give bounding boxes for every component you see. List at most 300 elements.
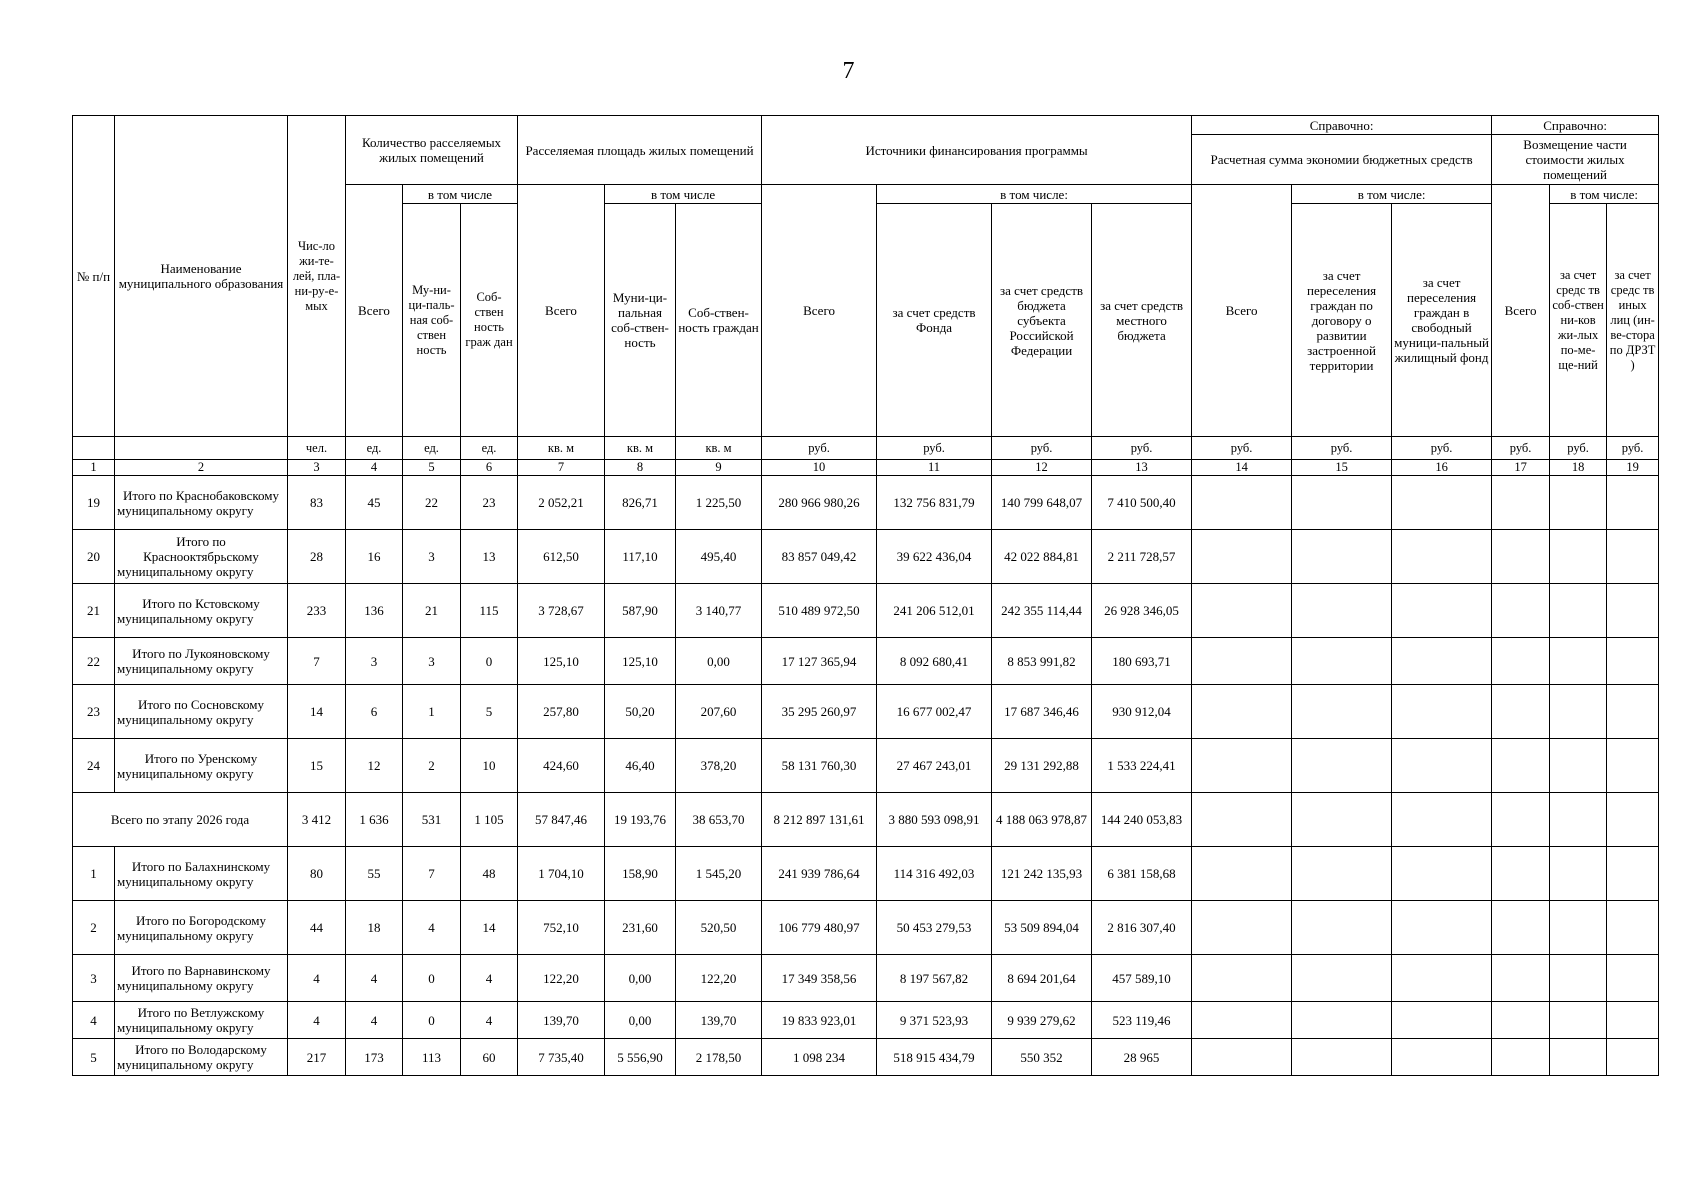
row-number: 23 — [73, 685, 115, 739]
value-cell: 115 — [461, 584, 518, 638]
value-cell: 50,20 — [605, 685, 676, 739]
column-number-cell: 14 — [1192, 460, 1292, 476]
value-cell: 0 — [403, 1002, 461, 1039]
value-cell: 8 694 201,64 — [992, 955, 1092, 1002]
empty-cell — [1292, 530, 1392, 584]
header-qty-private: Соб-ствен ность граж дан — [461, 204, 518, 437]
row-number: 2 — [73, 901, 115, 955]
header-num: № п/п — [73, 116, 115, 437]
header-qty-including: в том числе — [403, 185, 518, 204]
value-cell: 233 — [288, 584, 346, 638]
value-cell: 3 728,67 — [518, 584, 605, 638]
column-number-cell: 10 — [762, 460, 877, 476]
column-numbers-row — [73, 460, 1659, 476]
value-cell: 46,40 — [605, 739, 676, 793]
empty-cell — [1392, 584, 1492, 638]
value-cell: 28 965 — [1092, 1039, 1192, 1076]
empty-cell — [1492, 1002, 1550, 1039]
row-number: 20 — [73, 530, 115, 584]
value-cell: 0 — [461, 638, 518, 685]
empty-cell — [1392, 955, 1492, 1002]
unit-cell: руб. — [877, 437, 992, 460]
empty-cell — [1192, 901, 1292, 955]
value-cell: 217 — [288, 1039, 346, 1076]
stage-total-label: Всего по этапу 2026 года — [73, 793, 288, 847]
value-cell: 83 857 049,42 — [762, 530, 877, 584]
empty-cell — [1292, 1039, 1392, 1076]
empty-cell — [1607, 793, 1659, 847]
column-number-cell: 4 — [346, 460, 403, 476]
unit-cell: ед. — [461, 437, 518, 460]
municipality-name: Итого по Варнавинскому муниципальному округу — [115, 955, 288, 1002]
empty-cell — [1492, 847, 1550, 901]
empty-cell — [1192, 584, 1292, 638]
value-cell: 207,60 — [676, 685, 762, 739]
municipality-name: Итого по Краснобаковскому муниципальному округу — [115, 476, 288, 530]
header-qty-municipal: Му-ни-ци-паль-ная соб-ствен ность — [403, 204, 461, 437]
value-cell: 4 — [346, 955, 403, 1002]
row-number: 5 — [73, 1039, 115, 1076]
value-cell: 139,70 — [518, 1002, 605, 1039]
total-value-cell: 3 880 593 098,91 — [877, 793, 992, 847]
value-cell: 242 355 114,44 — [992, 584, 1092, 638]
empty-cell — [1607, 476, 1659, 530]
total-value-cell: 3 412 — [288, 793, 346, 847]
empty-cell — [1192, 955, 1292, 1002]
empty-cell — [1392, 1039, 1492, 1076]
empty-cell — [1492, 685, 1550, 739]
unit-cell: руб. — [1492, 437, 1550, 460]
municipality-name: Итого по Ветлужскому муниципальному округу — [115, 1002, 288, 1039]
header-qty-total: Всего — [346, 185, 403, 437]
municipality-name: Итого по Лукояновскому муниципальному округу — [115, 638, 288, 685]
municipality-name: Итого по Сосновскому муниципальному округу — [115, 685, 288, 739]
value-cell: 826,71 — [605, 476, 676, 530]
total-value-cell: 19 193,76 — [605, 793, 676, 847]
municipality-name: Итого по Кстовскому муниципальному округу — [115, 584, 288, 638]
value-cell: 50 453 279,53 — [877, 901, 992, 955]
row-number: 4 — [73, 1002, 115, 1039]
header-savings-including: в том числе: — [1292, 185, 1492, 204]
empty-cell — [1292, 955, 1392, 1002]
value-cell: 241 206 512,01 — [877, 584, 992, 638]
header-qty-group: Количество расселяемых жилых помещений — [346, 116, 518, 185]
header-comp-other: за счет средс тв иных лиц (ин-ве-стора по ДРЗТ ) — [1607, 204, 1659, 437]
value-cell: 44 — [288, 901, 346, 955]
total-value-cell: 8 212 897 131,61 — [762, 793, 877, 847]
column-number-cell: 18 — [1550, 460, 1607, 476]
empty-cell — [1292, 685, 1392, 739]
column-number-cell: 17 — [1492, 460, 1550, 476]
empty-cell — [1292, 1002, 1392, 1039]
unit-cell: руб. — [1392, 437, 1492, 460]
value-cell: 520,50 — [676, 901, 762, 955]
column-number-cell: 8 — [605, 460, 676, 476]
empty-cell — [1550, 584, 1607, 638]
empty-cell — [1607, 584, 1659, 638]
value-cell: 18 — [346, 901, 403, 955]
value-cell: 132 756 831,79 — [877, 476, 992, 530]
unit-cell: ед. — [403, 437, 461, 460]
empty-cell — [1607, 847, 1659, 901]
value-cell: 27 467 243,01 — [877, 739, 992, 793]
empty-cell — [1192, 530, 1292, 584]
value-cell: 106 779 480,97 — [762, 901, 877, 955]
value-cell: 424,60 — [518, 739, 605, 793]
value-cell: 17 687 346,46 — [992, 685, 1092, 739]
table-row — [73, 847, 1659, 901]
value-cell: 8 092 680,41 — [877, 638, 992, 685]
empty-cell — [1607, 530, 1659, 584]
value-cell: 10 — [461, 739, 518, 793]
table-row — [73, 955, 1659, 1002]
empty-cell — [1492, 739, 1550, 793]
value-cell: 1 533 224,41 — [1092, 739, 1192, 793]
empty-cell — [1192, 847, 1292, 901]
value-cell: 2 816 307,40 — [1092, 901, 1192, 955]
value-cell: 14 — [461, 901, 518, 955]
value-cell: 21 — [403, 584, 461, 638]
value-cell: 0,00 — [605, 955, 676, 1002]
unit-cell: кв. м — [676, 437, 762, 460]
value-cell: 3 — [346, 638, 403, 685]
value-cell: 4 — [288, 955, 346, 1002]
value-cell: 7 735,40 — [518, 1039, 605, 1076]
unit-cell: кв. м — [518, 437, 605, 460]
value-cell: 3 140,77 — [676, 584, 762, 638]
value-cell: 523 119,46 — [1092, 1002, 1192, 1039]
value-cell: 80 — [288, 847, 346, 901]
municipality-name: Итого по Богородскому муниципальному округу — [115, 901, 288, 955]
value-cell: 13 — [461, 530, 518, 584]
header-funding-including: в том числе: — [877, 185, 1192, 204]
value-cell: 125,10 — [518, 638, 605, 685]
empty-cell — [1292, 584, 1392, 638]
value-cell: 1 225,50 — [676, 476, 762, 530]
municipality-name: Итого по Володарскому муниципальному округу — [115, 1039, 288, 1076]
column-number-cell: 7 — [518, 460, 605, 476]
table-row — [73, 530, 1659, 584]
header-area-total: Всего — [518, 185, 605, 437]
table-row — [73, 739, 1659, 793]
empty-cell — [1192, 793, 1292, 847]
value-cell: 16 — [346, 530, 403, 584]
value-cell: 612,50 — [518, 530, 605, 584]
total-value-cell: 1 105 — [461, 793, 518, 847]
header-regional: за счет средств бюджета субъекта Российской Федерации — [992, 204, 1092, 437]
header-funding-group: Источники финансирования программы — [762, 116, 1192, 185]
empty-cell — [1607, 739, 1659, 793]
empty-cell — [1607, 955, 1659, 1002]
total-value-cell: 531 — [403, 793, 461, 847]
value-cell: 1 704,10 — [518, 847, 605, 901]
value-cell: 2 211 728,57 — [1092, 530, 1192, 584]
value-cell: 8 197 567,82 — [877, 955, 992, 1002]
value-cell: 158,90 — [605, 847, 676, 901]
value-cell: 122,20 — [676, 955, 762, 1002]
municipality-name: Итого по Краснооктябрьскому муниципальному округу — [115, 530, 288, 584]
empty-cell — [1292, 901, 1392, 955]
value-cell: 19 833 923,01 — [762, 1002, 877, 1039]
header-comp-owners: за счет средс тв соб-ствен ни-ков жи-лых по-ме-ще-ний — [1550, 204, 1607, 437]
empty-cell — [1192, 739, 1292, 793]
unit-cell: руб. — [1192, 437, 1292, 460]
table-row — [73, 638, 1659, 685]
empty-cell — [1492, 530, 1550, 584]
value-cell: 550 352 — [992, 1039, 1092, 1076]
header-name: Наименование муниципального образования — [115, 116, 288, 437]
value-cell: 495,40 — [676, 530, 762, 584]
empty-cell — [1550, 530, 1607, 584]
value-cell: 5 556,90 — [605, 1039, 676, 1076]
value-cell: 58 131 760,30 — [762, 739, 877, 793]
value-cell: 7 — [403, 847, 461, 901]
empty-cell — [1607, 901, 1659, 955]
empty-cell — [1392, 901, 1492, 955]
value-cell: 17 127 365,94 — [762, 638, 877, 685]
value-cell: 5 — [461, 685, 518, 739]
value-cell: 241 939 786,64 — [762, 847, 877, 901]
empty-cell — [1550, 685, 1607, 739]
row-number: 1 — [73, 847, 115, 901]
value-cell: 53 509 894,04 — [992, 901, 1092, 955]
value-cell: 4 — [461, 1002, 518, 1039]
unit-cell: кв. м — [605, 437, 676, 460]
column-number-cell: 16 — [1392, 460, 1492, 476]
total-value-cell: 4 188 063 978,87 — [992, 793, 1092, 847]
row-number: 22 — [73, 638, 115, 685]
empty-cell — [1192, 1002, 1292, 1039]
column-number-cell: 12 — [992, 460, 1092, 476]
value-cell: 2 178,50 — [676, 1039, 762, 1076]
table-row — [73, 901, 1659, 955]
empty-cell — [1492, 955, 1550, 1002]
header-ref-label-2: Справочно: — [1492, 116, 1659, 135]
header-savings-group: Расчетная сумма экономии бюджетных средств — [1192, 135, 1492, 185]
value-cell: 42 022 884,81 — [992, 530, 1092, 584]
value-cell: 257,80 — [518, 685, 605, 739]
header-comp-total: Всего — [1492, 185, 1550, 437]
value-cell: 45 — [346, 476, 403, 530]
unit-cell: руб. — [1607, 437, 1659, 460]
value-cell: 139,70 — [676, 1002, 762, 1039]
empty-cell — [1292, 739, 1392, 793]
header-funding-total: Всего — [762, 185, 877, 437]
column-number-cell: 2 — [115, 460, 288, 476]
value-cell: 1 545,20 — [676, 847, 762, 901]
table-row — [73, 476, 1659, 530]
empty-cell — [1492, 638, 1550, 685]
header-savings-free: за счет переселения граждан в свободный муници-пальный жилищный фонд — [1392, 204, 1492, 437]
empty-cell — [1492, 793, 1550, 847]
empty-cell — [1292, 793, 1392, 847]
column-number-cell: 3 — [288, 460, 346, 476]
value-cell: 23 — [461, 476, 518, 530]
header-savings-total: Всего — [1192, 185, 1292, 437]
empty-cell — [1550, 1002, 1607, 1039]
empty-cell — [1192, 638, 1292, 685]
column-number-cell: 13 — [1092, 460, 1192, 476]
empty-cell — [1192, 685, 1292, 739]
value-cell: 140 799 648,07 — [992, 476, 1092, 530]
value-cell: 12 — [346, 739, 403, 793]
stage-total-row — [73, 793, 1659, 847]
empty-cell — [1550, 955, 1607, 1002]
page-number: 7 — [842, 58, 855, 84]
value-cell: 125,10 — [605, 638, 676, 685]
empty-cell — [1492, 901, 1550, 955]
empty-cell — [1492, 584, 1550, 638]
municipality-name: Итого по Балахнинскому муниципальному округу — [115, 847, 288, 901]
value-cell: 180 693,71 — [1092, 638, 1192, 685]
column-number-cell: 19 — [1607, 460, 1659, 476]
empty-cell — [1392, 476, 1492, 530]
value-cell: 22 — [403, 476, 461, 530]
value-cell: 930 912,04 — [1092, 685, 1192, 739]
value-cell: 752,10 — [518, 901, 605, 955]
empty-cell — [1607, 685, 1659, 739]
value-cell: 9 371 523,93 — [877, 1002, 992, 1039]
empty-cell — [1292, 638, 1392, 685]
empty-cell — [1392, 793, 1492, 847]
empty-cell — [1550, 847, 1607, 901]
value-cell: 14 — [288, 685, 346, 739]
units-row — [73, 437, 1659, 460]
column-number-cell: 5 — [403, 460, 461, 476]
unit-cell: руб. — [1550, 437, 1607, 460]
value-cell: 60 — [461, 1039, 518, 1076]
value-cell: 3 — [403, 530, 461, 584]
header-area-municipal: Муни-ци-пальная соб-ствен-ность — [605, 204, 676, 437]
column-number-cell: 6 — [461, 460, 518, 476]
unit-cell: чел. — [288, 437, 346, 460]
empty-cell — [1607, 1002, 1659, 1039]
value-cell: 35 295 260,97 — [762, 685, 877, 739]
total-value-cell: 144 240 053,83 — [1092, 793, 1192, 847]
header-area-including: в том числе — [605, 185, 762, 204]
empty-cell — [1607, 638, 1659, 685]
value-cell: 136 — [346, 584, 403, 638]
value-cell: 28 — [288, 530, 346, 584]
header-area-group: Расселяемая площадь жилых помещений — [518, 116, 762, 185]
value-cell: 231,60 — [605, 901, 676, 955]
table-row — [73, 1039, 1659, 1076]
unit-cell: руб. — [992, 437, 1092, 460]
value-cell: 378,20 — [676, 739, 762, 793]
value-cell: 0,00 — [676, 638, 762, 685]
value-cell: 113 — [403, 1039, 461, 1076]
column-number-cell: 11 — [877, 460, 992, 476]
value-cell: 6 — [346, 685, 403, 739]
empty-cell — [1607, 1039, 1659, 1076]
empty-cell — [1392, 638, 1492, 685]
empty-cell — [1392, 847, 1492, 901]
unit-cell: ед. — [346, 437, 403, 460]
header-fund: за счет средств Фонда — [877, 204, 992, 437]
column-number-cell: 9 — [676, 460, 762, 476]
value-cell: 8 853 991,82 — [992, 638, 1092, 685]
value-cell: 17 349 358,56 — [762, 955, 877, 1002]
unit-cell: руб. — [762, 437, 877, 460]
column-number-cell: 15 — [1292, 460, 1392, 476]
header-savings-dev: за счет переселения граждан по договору о развитии застроенной территории — [1292, 204, 1392, 437]
value-cell: 7 410 500,40 — [1092, 476, 1192, 530]
empty-cell — [1292, 847, 1392, 901]
header-residents: Чис-ло жи-те-лей, пла-ни-ру-е-мых — [288, 116, 346, 437]
value-cell: 29 131 292,88 — [992, 739, 1092, 793]
empty-cell — [1492, 476, 1550, 530]
table-row — [73, 685, 1659, 739]
value-cell: 3 — [403, 638, 461, 685]
empty-cell — [1192, 476, 1292, 530]
value-cell: 0,00 — [605, 1002, 676, 1039]
empty-cell — [1492, 1039, 1550, 1076]
header-area-private: Соб-ствен-ность граждан — [676, 204, 762, 437]
value-cell: 0 — [403, 955, 461, 1002]
value-cell: 48 — [461, 847, 518, 901]
row-number: 21 — [73, 584, 115, 638]
unit-cell: руб. — [1092, 437, 1192, 460]
value-cell: 55 — [346, 847, 403, 901]
value-cell: 4 — [403, 901, 461, 955]
row-number: 3 — [73, 955, 115, 1002]
value-cell: 457 589,10 — [1092, 955, 1192, 1002]
value-cell: 6 381 158,68 — [1092, 847, 1192, 901]
column-number-cell: 1 — [73, 460, 115, 476]
empty-cell — [1392, 1002, 1492, 1039]
total-value-cell: 38 653,70 — [676, 793, 762, 847]
value-cell: 15 — [288, 739, 346, 793]
header-ref-label-1: Справочно: — [1192, 116, 1492, 135]
header-comp-including: в том числе: — [1550, 185, 1659, 204]
total-value-cell: 57 847,46 — [518, 793, 605, 847]
value-cell: 587,90 — [605, 584, 676, 638]
table-row — [73, 1002, 1659, 1039]
empty-cell — [1550, 1039, 1607, 1076]
empty-cell — [1550, 476, 1607, 530]
total-value-cell: 1 636 — [346, 793, 403, 847]
value-cell: 83 — [288, 476, 346, 530]
value-cell: 4 — [346, 1002, 403, 1039]
value-cell: 2 052,21 — [518, 476, 605, 530]
value-cell: 280 966 980,26 — [762, 476, 877, 530]
empty-cell — [1392, 530, 1492, 584]
row-number: 19 — [73, 476, 115, 530]
value-cell: 7 — [288, 638, 346, 685]
empty-cell — [1192, 1039, 1292, 1076]
value-cell: 16 677 002,47 — [877, 685, 992, 739]
value-cell: 9 939 279,62 — [992, 1002, 1092, 1039]
empty-cell — [1550, 638, 1607, 685]
row-number: 24 — [73, 739, 115, 793]
municipality-name: Итого по Уренскому муниципальному округу — [115, 739, 288, 793]
value-cell: 4 — [461, 955, 518, 1002]
value-cell: 122,20 — [518, 955, 605, 1002]
program-table — [72, 115, 1659, 1076]
header-comp-group: Возмещение части стоимости жилых помещений — [1492, 135, 1659, 185]
value-cell: 510 489 972,50 — [762, 584, 877, 638]
header-local: за счет средств местного бюджета — [1092, 204, 1192, 437]
value-cell: 2 — [403, 739, 461, 793]
value-cell: 173 — [346, 1039, 403, 1076]
value-cell: 4 — [288, 1002, 346, 1039]
value-cell: 117,10 — [605, 530, 676, 584]
value-cell: 114 316 492,03 — [877, 847, 992, 901]
value-cell: 26 928 346,05 — [1092, 584, 1192, 638]
empty-cell — [1550, 739, 1607, 793]
value-cell: 1 — [403, 685, 461, 739]
empty-cell — [1292, 476, 1392, 530]
